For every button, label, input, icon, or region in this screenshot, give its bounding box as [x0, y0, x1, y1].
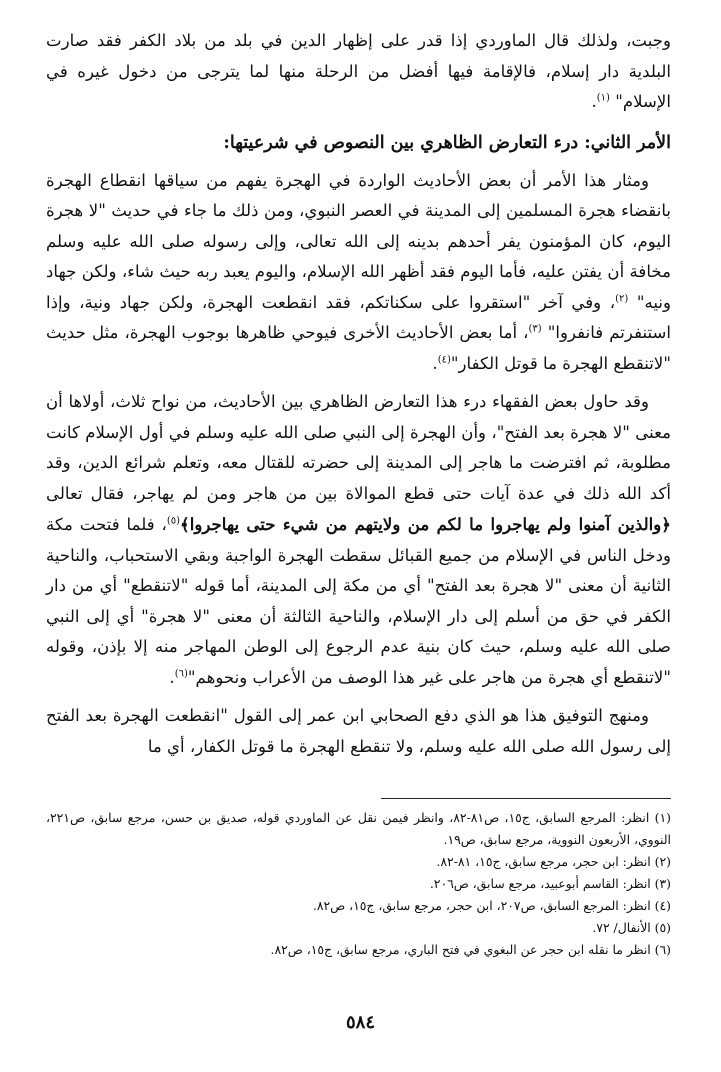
quran-verse: ﴿والذين آمنوا ولم يهاجروا ما لكم من ولايتهم من شيء حتى يهاجروا﴾ [180, 514, 671, 534]
footnote-5: (٥) الأنفال/ ٧٢. [592, 920, 671, 935]
paragraph-1: وجبت، ولذلك قال الماوردي إذا قدر على إظهار الدين في بلد من بلاد الكفر فقد صارت البلدية دار إسلام، فالإقامة فيها أفضل من الرحلة منها لما يترجى من دخول غيره في الإسلام" $^{(١)}$. [46, 31, 671, 111]
footnote-ref-4: (٤) [437, 353, 451, 365]
paragraph-3 [46, 387, 671, 693]
footnote-ref-5: (٥) [166, 515, 181, 527]
footnote-4: (٤) انظر: المرجع السابق، ص٢٠٧، ابن حجر، مرجع سابق، ج١٥، ص٨٢. [312, 898, 671, 913]
page-number: ٥٨٤ [345, 1012, 375, 1033]
paragraph-2-text-a: ومثار هذا الأمر أن بعض الأحاديث الواردة في الهجرة يفهم من سياقها انقطاع الهجرة بانقضاء هجرة المسلمين إلى المدينة في العصر النبوي، ومن ذلك ما جاء في حديث "لا هجرة اليوم، كان المؤمنون يفر أحدهم بدينه إلى الله تعالى، وإلى رسوله صلى الله عليه وسلم مخافة أن يفتن عليه، فأما اليوم فقد أظهر الله الإسلام، واليوم يعبد ربه حيث شاء، ولكن جهاد ونيه" [46, 170, 671, 312]
footnote-divider [381, 798, 671, 799]
paragraph-2-text-c: ، أما بعض الأحاديث الأخرى فيوحي ظاهرها بوجوب الهجرة، مثل حديث "لاتنقطع الهجرة ما قوتل الكفار" [46, 323, 671, 373]
footnote-ref-3: (٣) [528, 323, 542, 335]
paragraph-1-text: وجبت، ولذلك قال الماوردي إذا قدر على إظهار الدين في بلد من بلاد الكفر فقد صارت البلدية دار إسلام، فالإقامة فيها أفضل من الرحلة منها لما يترجى من دخول غيره في الإسلام" [46, 31, 671, 111]
paragraph-3-text-a: وقد حاول بعض الفقهاء درء هذا التعارض الظاهري بين الأحاديث، من نواح ثلاث، أولاها أن معنى "لا هجرة بعد الفتح"، وأن الهجرة إلى النبي صلى الله عليه وسلم في أول الإسلام كانت مطلوبة، ثم افترضت ما هاجر إلى المدينة إلى حضرته للقتال معه، وتعلم شرائع الدين، وقد أكد الله ذلك في عدة آيات حتى قطع الموالاة بين من هاجر ومن لم يهاجر، فقال تعالى [46, 392, 671, 503]
footnote-3: (٣) انظر: القاسم أبوعبيد، مرجع سابق، ص٢٠٦. [429, 876, 671, 891]
footnote-ref-6: (٦) [174, 667, 188, 679]
paragraph-3-text-c: . [169, 667, 175, 687]
paragraph-3-text-b: ، فلما فتحت مكة ودخل الناس في الإسلام من جميع القبائل سقطت الهجرة الواجبة وبقي الاستحباب، والناحية الثانية أن معنى "لا هجرة بعد الفتح" أي من مكة إلى المدينة، أما قوله "لاتنقطع" أي من دار الكفر في حق من أسلم إلى دار الإسلام، والناحية الثالثة أن معنى "لا هجرة" أي إلى النبي صلى الله عليه وسلم، حيث كان بنية عدم الرجوع إلى الوطن المهاجر منه إلا بإذن، وقوله "لاتنقطع أي هجرة من هاجر على غير هذا الوصف من الأعراب ونحوهم" [46, 515, 671, 687]
footnote-6: (٦) انظر ما نقله ابن حجر عن البغوي في فتح الباري، مرجع سابق، ج١٥، ص٨٢. [270, 942, 671, 957]
footnote-ref-2: (٢) [615, 292, 629, 304]
paragraph-4: ومنهج التوفيق هذا هو الذي دفع الصحابي ابن عمر إلى القول "انقطعت الهجرة بعد الفتح إلى رسول الله صلى الله عليه وسلم، ولا تنقطع الهجرة ما قوتل الكفار، أي ما [46, 706, 671, 756]
paragraph-2 [46, 166, 671, 380]
footnote-1: (١) انظر: المرجع السابق، ج١٥، ص٨١-٨٢، وانظر فيمن نقل عن الماوردي قوله، صديق بن حسن، مرجع سابق، ص٢٢١، النووي، الأربعون النووية، مرجع سابق، ص١٩. [46, 810, 672, 847]
footnotes [46, 807, 671, 961]
section-heading: الأمر الثاني: درء التعارض الظاهري بين النصوص في شرعيتها: [223, 132, 671, 153]
footnote-2: (٢) انظر: ابن حجر، مرجع سابق، ج١٥، ٨١-٨٢. [436, 854, 671, 869]
paragraph-2-text-b: ، وفي آخر "استقروا على سكناتكم، فقد انقطعت الهجرة، ولكن جهاد ونية، وإذا استنفرتم فانفروا" [46, 292, 671, 342]
paragraph-2-text-d: . [432, 353, 438, 373]
footnote-ref-1: (١) [596, 92, 610, 104]
